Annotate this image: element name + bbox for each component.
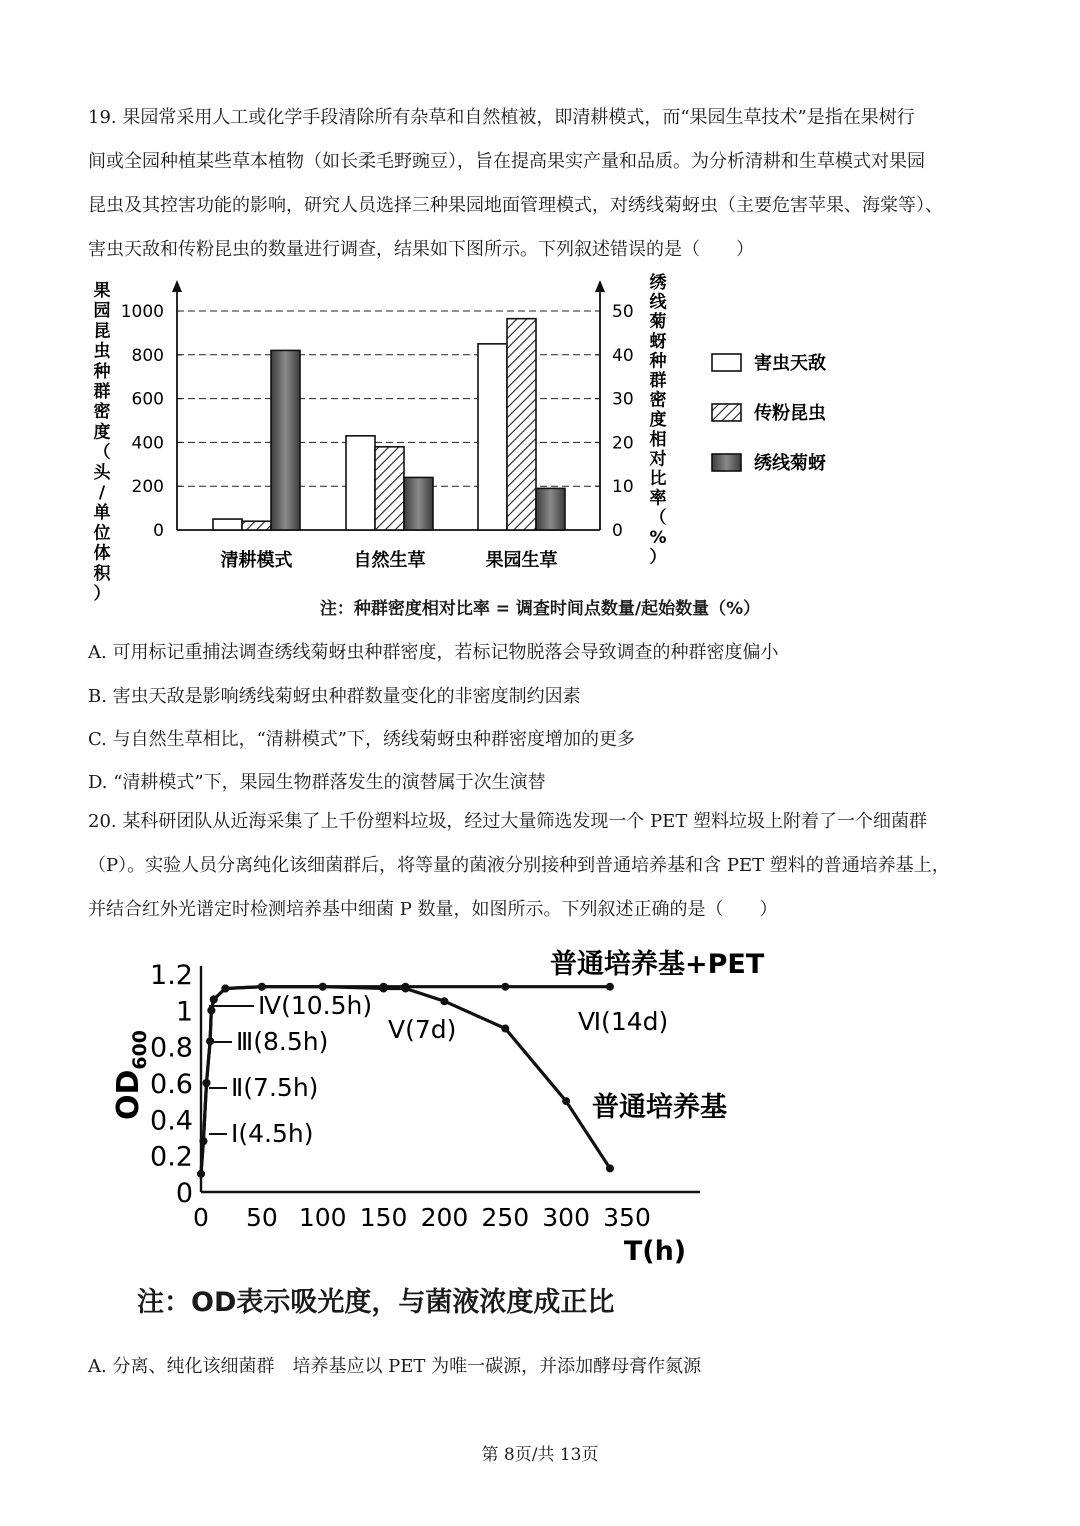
y-axis-title-right-char: 相 [649,429,667,450]
data-point [562,1097,570,1105]
q19-line-2: 间或全园种植某些草本植物（如长柔毛野豌豆），旨在提高果实产量和品质。为分析清耕和生草模式对果园 [88,151,925,172]
legend-label: 传粉昆虫 [754,403,826,424]
q19-option-a: A. 可用标记重捕法调查绣线菊蚜虫种群密度，若标记物脱落会导致调查的种群密度偏小 [88,642,779,663]
y-tick-label: 1.2 [150,960,193,991]
y-tick-label-left: 400 [131,433,164,454]
data-point [199,1137,207,1145]
data-point [606,983,614,991]
y-axis-title-left-char: 园 [93,301,111,322]
y-axis-right-arrow [595,280,605,292]
bar-绣线菊蚜-清耕模式 [271,350,300,530]
y-tick-label-left: 800 [131,345,164,366]
data-point [197,1170,205,1178]
x-tick-label: 0 [193,1203,209,1232]
bar-传粉昆虫-果园生草 [507,319,536,530]
q20-line-1: 20. 某科研团队从近海采集了上千份塑料垃圾，经过大量筛选发现一个 PET 塑料垃圾上附着了一个细菌群 [88,811,928,832]
y-tick-label: 0.8 [150,1032,193,1064]
bar-害虫天敌-清耕模式 [213,519,242,530]
y-axis-title-left-char: 果 [93,281,111,301]
y-axis-title-right-char: 密 [649,390,667,411]
x-tick-label: 250 [481,1203,530,1232]
x-category-label: 果园生草 [485,550,558,571]
phase-annotation: Ⅴ(7d) [388,1015,457,1044]
q19-option-c: C. 与自然生草相比，“清耕模式”下，绣线菊蚜虫种群密度增加的更多 [88,729,635,750]
q19-line-3: 昆虫及其控害功能的影响，研究人员选择三种果园地面管理模式，对绣线菊蚜虫（主要危害苹果、海棠等）、 [88,195,943,216]
q19-option-b: B. 害虫天敌是影响绣线菊蚜虫种群数量变化的非密度制约因素 [88,686,581,707]
y-axis-title-right-char: 菊 [649,312,667,333]
y-axis-title: $OD_{600}$ [111,1029,151,1121]
legend-label: 绣线菊蚜 [754,453,826,474]
y-tick-label-left: 200 [131,477,164,498]
y-axis-title-left-char: 头 [93,462,111,483]
data-point [221,985,229,993]
data-point [319,983,327,991]
q19-chart-note: 注：种群密度相对比率 = 调查时间点数量/起始数量（%） [319,599,761,619]
q20-option-a: A. 分离、纯化该细菌群 培养基应以 PET 为唯一碳源，并添加酵母膏作氮源 [88,1356,702,1377]
phase-annotation: Ⅱ(7.5h) [231,1073,319,1102]
data-point [202,1079,210,1087]
q20-line-2: （P）。实验人员分离纯化该细菌群后，将等量的菌液分别接种到普通培养基和含 PET 塑料的普通培养基上， [88,855,950,876]
series-label-pet: 普通培养基+PET [550,949,765,980]
y-axis-left-arrow [172,280,182,292]
series-label-plain: 普通培养基 [592,1092,727,1123]
y-tick-label: 1 [175,996,193,1028]
data-point [501,983,509,991]
y-tick-label-right: 40 [612,345,634,366]
bar-害虫天敌-自然生草 [346,436,375,530]
x-tick-label: 200 [420,1203,469,1232]
data-point [258,983,266,991]
x-tick-label: 150 [359,1203,408,1232]
bar-绣线菊蚜-果园生草 [536,488,565,530]
bar-传粉昆虫-清耕模式 [242,521,271,530]
y-axis-title-left-char: 群 [93,382,111,402]
y-tick-label: 0.2 [150,1141,193,1173]
x-tick-label: 300 [542,1203,591,1232]
y-axis-title-left-char: 虫 [93,341,111,362]
legend-swatch [712,354,741,371]
y-tick-label: 0.6 [150,1069,193,1100]
y-axis-title-left-char: 体 [93,543,111,564]
phase-annotation: Ⅵ(14d) [578,1007,669,1036]
bar-传粉昆虫-自然生草 [375,447,404,530]
y-axis-title-left-char: 单 [93,503,111,524]
y-axis-title-left-char: 积 [93,563,111,584]
x-tick-label: 100 [298,1203,347,1232]
x-category-label: 清耕模式 [220,550,293,571]
y-axis-title-right-char: 度 [649,410,667,431]
y-axis-title-subscript: 600 [129,1029,151,1070]
data-point [401,985,409,993]
y-axis-title-left-char: / [98,483,106,503]
data-point [606,1164,614,1172]
y-tick-label-left: 0 [153,521,164,541]
q20-chart-note: 注：OD表示吸光度，与菌液浓度成正比 [137,1287,615,1318]
insect-density-bar-chart [80,270,880,604]
y-tick-label-left: 600 [131,389,164,410]
y-axis-title-right-char: 率 [649,488,667,509]
x-category-label: 自然生草 [353,550,426,571]
y-axis-title-right-char: ） [649,547,667,568]
y-axis-title-right-char: 群 [649,371,667,391]
data-point [440,997,448,1005]
od600-growth-line-chart [100,940,800,1270]
data-point [380,985,388,993]
y-tick-label: 0.4 [150,1105,193,1137]
page-footer: 第 8页/共 13页 [481,1445,599,1465]
phase-annotation: Ⅲ(8.5h) [236,1027,329,1056]
x-tick-label: 350 [603,1203,651,1232]
y-tick-label: 0 [175,1178,193,1209]
q20-line-3: 并结合红外光谱定时检测培养基中细菌 P 数量，如图所示。下列叙述正确的是（ ） [88,899,778,920]
phase-annotation: Ⅳ(10.5h) [258,991,373,1020]
y-axis-title-right-char: % [649,527,667,548]
y-tick-label-right: 30 [612,389,634,410]
y-axis-title-left-char: 密 [93,402,111,423]
y-axis-title-right-char: 种 [649,351,667,372]
y-axis-title-left-char: 昆 [93,321,111,342]
y-axis-title-left-char: ） [93,584,111,604]
legend-swatch [712,404,741,421]
y-axis-title-right-char: 对 [649,449,667,470]
y-tick-label-right: 0 [612,521,623,541]
x-axis-title: T(h) [623,1236,687,1267]
q19-line-4: 害虫天敌和传粉昆虫的数量进行调查，结果如下图所示。下列叙述错误的是（ ） [88,239,754,260]
q19-line-1: 19. 果园常采用人工或化学手段清除所有杂草和自然植被，即清耕模式，而“果园生草技术”是指在果树行 [88,107,915,128]
y-axis-title-left-char: 种 [93,361,111,382]
y-axis-title-right-char: 蚜 [649,331,667,352]
y-axis-title-left-char: 度 [93,422,111,443]
x-tick-label: 50 [245,1203,278,1232]
y-tick-label-right: 50 [612,302,634,322]
data-point [207,1006,215,1014]
y-axis-title-right-char: 线 [649,292,667,313]
phase-annotation: Ⅰ(4.5h) [231,1119,314,1148]
y-tick-label-left: 1000 [120,302,164,322]
y-axis-title-right-char: 绣 [649,273,667,293]
data-point [210,995,218,1003]
bar-害虫天敌-果园生草 [478,344,507,530]
y-axis-title-right-char: 比 [649,469,667,489]
legend-swatch [712,454,741,471]
y-axis-title-right-char: （ [649,508,667,529]
y-axis-title-left-char: （ [93,442,111,463]
y-tick-label-right: 20 [612,433,634,454]
q19-option-d: D. “清耕模式”下，果园生物群落发生的演替属于次生演替 [88,772,546,793]
y-axis-title-left-char: 位 [93,523,111,544]
data-point [501,1025,509,1033]
legend-label: 害虫天敌 [754,353,826,374]
y-tick-label-right: 10 [612,477,634,498]
bar-绣线菊蚜-自然生草 [404,477,433,530]
